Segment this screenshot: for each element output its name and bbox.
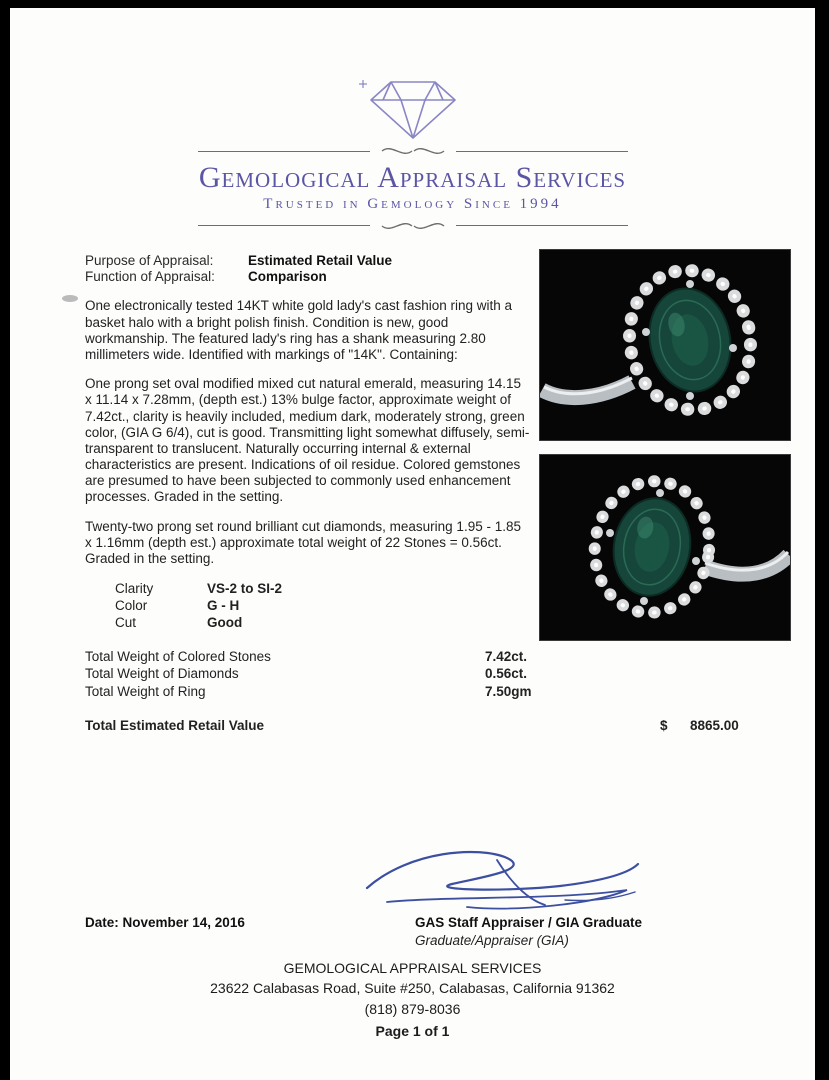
clarity-value: VS-2 to SI-2 (207, 581, 283, 597)
footer-address: 23622 Calabasas Road, Suite #250, Calabasas, California 91362 (210, 980, 615, 997)
appraiser-credential-line: Graduate/Appraiser (GIA) (415, 933, 569, 948)
currency-symbol: $ (660, 718, 668, 734)
color-label: Color (115, 598, 148, 614)
scroll-ornament-icon (378, 219, 448, 233)
color-value: G - H (207, 598, 240, 614)
document-footer (10, 958, 815, 1041)
company-title: Gemological Appraisal Services (198, 161, 627, 194)
ring-photo-top-view (540, 250, 790, 440)
emerald-paragraph: One prong set oval modified mixed cut natural emerald, measuring 14.15 x 11.14 x 7.28mm, (depth est.) 13% bulge factor, approximate weight of 7.42ct., clarity is heavily included, medium dark, moderately strong, green color, (GIA G 6/4), cut is good. Transmitting light somewhat diffusely, semi-transparent to translucent. Naturally occurring internal & external characteristics are present. Indications of oil residue. Colored gemstones are presumed to have been subjected to commonly used enhancement processes. Graded in the setting. (85, 376, 530, 505)
letterhead (10, 70, 815, 233)
total-row-diamonds (85, 665, 745, 683)
colored-stones-value: 7.42ct. (485, 648, 528, 664)
footer-phone: (818) 879-8036 (364, 1000, 461, 1017)
total-row-ring (85, 683, 745, 701)
ring-weight-value: 7.50gm (485, 683, 532, 699)
scroll-ornament-icon (378, 144, 448, 158)
grand-total-amount: 8865.00 (690, 718, 739, 734)
scan-border-top (0, 0, 829, 8)
colored-stones-label: Total Weight of Colored Stones (85, 648, 271, 664)
purpose-row (85, 253, 530, 269)
function-label: Function of Appraisal: (85, 269, 215, 285)
clarity-label: Clarity (115, 581, 154, 597)
diamonds-weight-value: 0.56ct. (485, 666, 528, 682)
total-row-colored-stones (85, 648, 745, 666)
footer-company: GEMOLOGICAL APPRAISAL SERVICES (283, 960, 542, 976)
signature-scribble (355, 842, 650, 920)
company-tagline: Trusted in Gemology Since 1994 (263, 195, 562, 212)
weight-totals (85, 648, 745, 701)
scan-smudge (62, 295, 78, 302)
grand-total-row (85, 718, 745, 736)
scan-border-right (815, 0, 829, 1080)
description-paragraph: One electronically tested 14KT white gold lady's cast fashion ring with a basket halo with a bright polish finish. Condition is new, good workmanship. The featured lady's ring has a shank measuring 2.80 millimeters wide. Identified with markings of "14K". Containing: (85, 298, 513, 362)
cut-label: Cut (115, 614, 137, 630)
ring-weight-label: Total Weight of Ring (85, 683, 206, 699)
diamond-logo-icon (353, 70, 473, 142)
page-number: Page 1 of 1 (375, 1022, 450, 1039)
flourish-rule-bottom (198, 219, 628, 233)
cut-value: Good (207, 614, 243, 630)
grand-total-label: Total Estimated Retail Value (85, 718, 265, 734)
function-row (85, 269, 530, 285)
purpose-value: Estimated Retail Value (248, 253, 393, 268)
appraiser-name-line: GAS Staff Appraiser / GIA Graduate (415, 915, 643, 930)
ring-photo-side-view (540, 455, 790, 640)
purpose-label: Purpose of Appraisal: (85, 253, 214, 268)
diamonds-weight-label: Total Weight of Diamonds (85, 666, 239, 682)
diamonds-paragraph: Twenty-two prong set round brilliant cut diamonds, measuring 1.95 - 1.85 x 1.16mm (depth est.) approximate total weight of 22 Stones = 0.56ct. Graded in the setting. (85, 518, 521, 566)
flourish-rule-top (198, 144, 628, 158)
date-line: Date: November 14, 2016 (85, 915, 245, 930)
scan-border-left (0, 0, 10, 1080)
function-value: Comparison (248, 269, 327, 285)
